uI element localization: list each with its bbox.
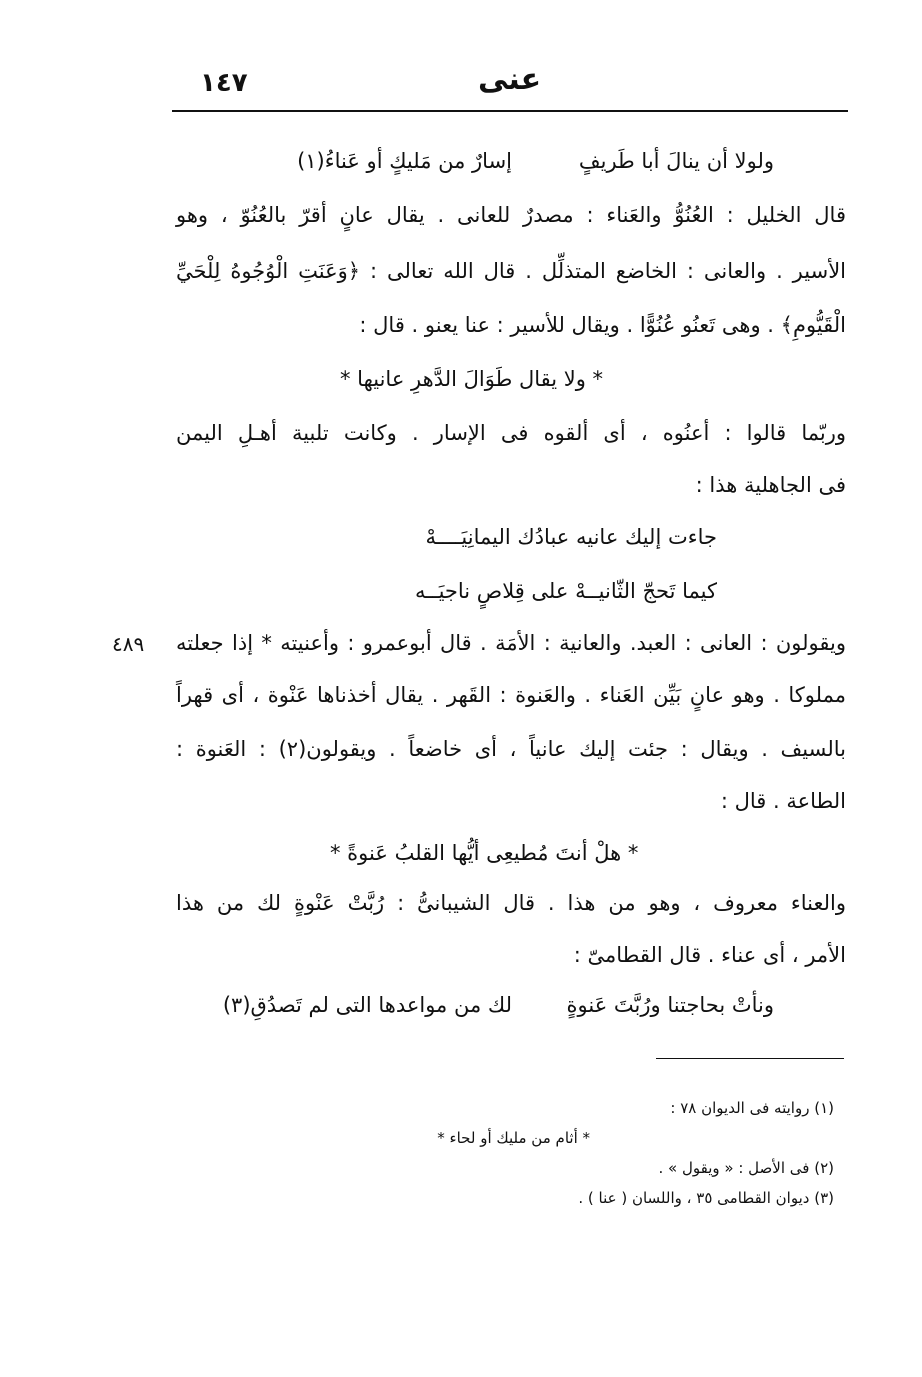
verse-3-second-hemistich: لك من مواعدها التى لم تَصدُقِ(٣): [222, 993, 512, 1017]
paragraph-3-line-3: بالسيف . ويقال : جئت إليك عانياً ، أى خاضعاً . ويقولون(٢) : العَنوة :: [176, 737, 846, 761]
paragraph-2-line-1: وربّما قالوا : أعنُوه ، أى ألقوه فى الإسار . وكانت تلبية أهـلِ اليمن: [176, 421, 846, 445]
hemistich-1: * ولا يقال طَوَالَ الدَّهرِ عانيها *: [340, 367, 604, 391]
verse-1-first-hemistich: ولولا أن ينالَ أبا طَريفٍ: [578, 149, 774, 173]
paragraph-3-line-1: ويقولون : العانى : العبد. والعانية : الأمَة . قال أبوعمرو : وأعنيته * إذا جعلته: [176, 631, 846, 655]
hemistich-2: * هلْ أنتَ مُطيعِى أيُّها القلبُ عَنوةً *: [330, 841, 639, 865]
paragraph-1-line-2: الأسير . والعانى : الخاضع المتذلِّل . قال الله تعالى : ﴿وَعَنَتِ الْوُجُوهُ لِلْحَيِّ: [176, 259, 846, 283]
paragraph-3-line-4: الطاعة . قال :: [720, 789, 846, 813]
poem-2-line-2: كيما تَحجّ الثّانيــهْ على قِلاصٍ ناجيَــه: [415, 579, 717, 603]
header-rule: [172, 110, 848, 112]
paragraph-4-line-1: والعناء معروف ، وهو من هذا . قال الشيبانىُّ : رُبَّتْ عَنْوةٍ لك من هذا: [176, 891, 846, 915]
poem-2-line-1: جاءت إليك عانيه عبادُك اليمانِيَــــهْ: [425, 525, 717, 549]
footnote-rule: [656, 1058, 844, 1059]
margin-number: ٤٨٩: [112, 632, 145, 656]
footnote-2: (٢) فى الأصل : « ويقول » .: [658, 1159, 834, 1177]
footnote-3: (٣) ديوان القطامى ٣٥ ، واللسان ( عنا ) .: [578, 1189, 834, 1207]
footnote-1: (١) روايته فى الديوان ٧٨ :: [670, 1099, 834, 1117]
verse-1-second-hemistich: إسارٌ من مَليكٍ أو عَناءُ(١): [297, 149, 512, 173]
paragraph-3-line-2: مملوكا . وهو عانٍ بَيِّن العَناء . والعَنوة : القَهر . يقال أخذناها عَنْوة ، أى قهراً: [176, 683, 846, 707]
verse-3-first-hemistich: ونأتْ بحاجتنا ورُبَّتَ عَنوةٍ: [566, 993, 774, 1017]
paragraph-1-line-1: قال الخليل : العُنُوُّ والعَناء : مصدرٌ للعانى . يقال عانٍ أقرّ بالعُنُوّ ، وهو: [176, 203, 846, 227]
paragraph-1-line-3: الْقَيُّومِ﴾ . وهى تَعنُو عُنُوًّا . ويقال للأسير : عنا يعنو . قال :: [359, 313, 846, 337]
root-word-heading: عنى: [478, 62, 542, 97]
page-number: ١٤٧: [200, 68, 248, 98]
footnote-1-verse: * أثام من مليك أو لحاء *: [437, 1129, 590, 1147]
paragraph-2-line-2: فى الجاهلية هذا :: [695, 473, 846, 497]
paragraph-4-line-2: الأمر ، أى عناء . قال القطامىّ :: [573, 943, 846, 967]
